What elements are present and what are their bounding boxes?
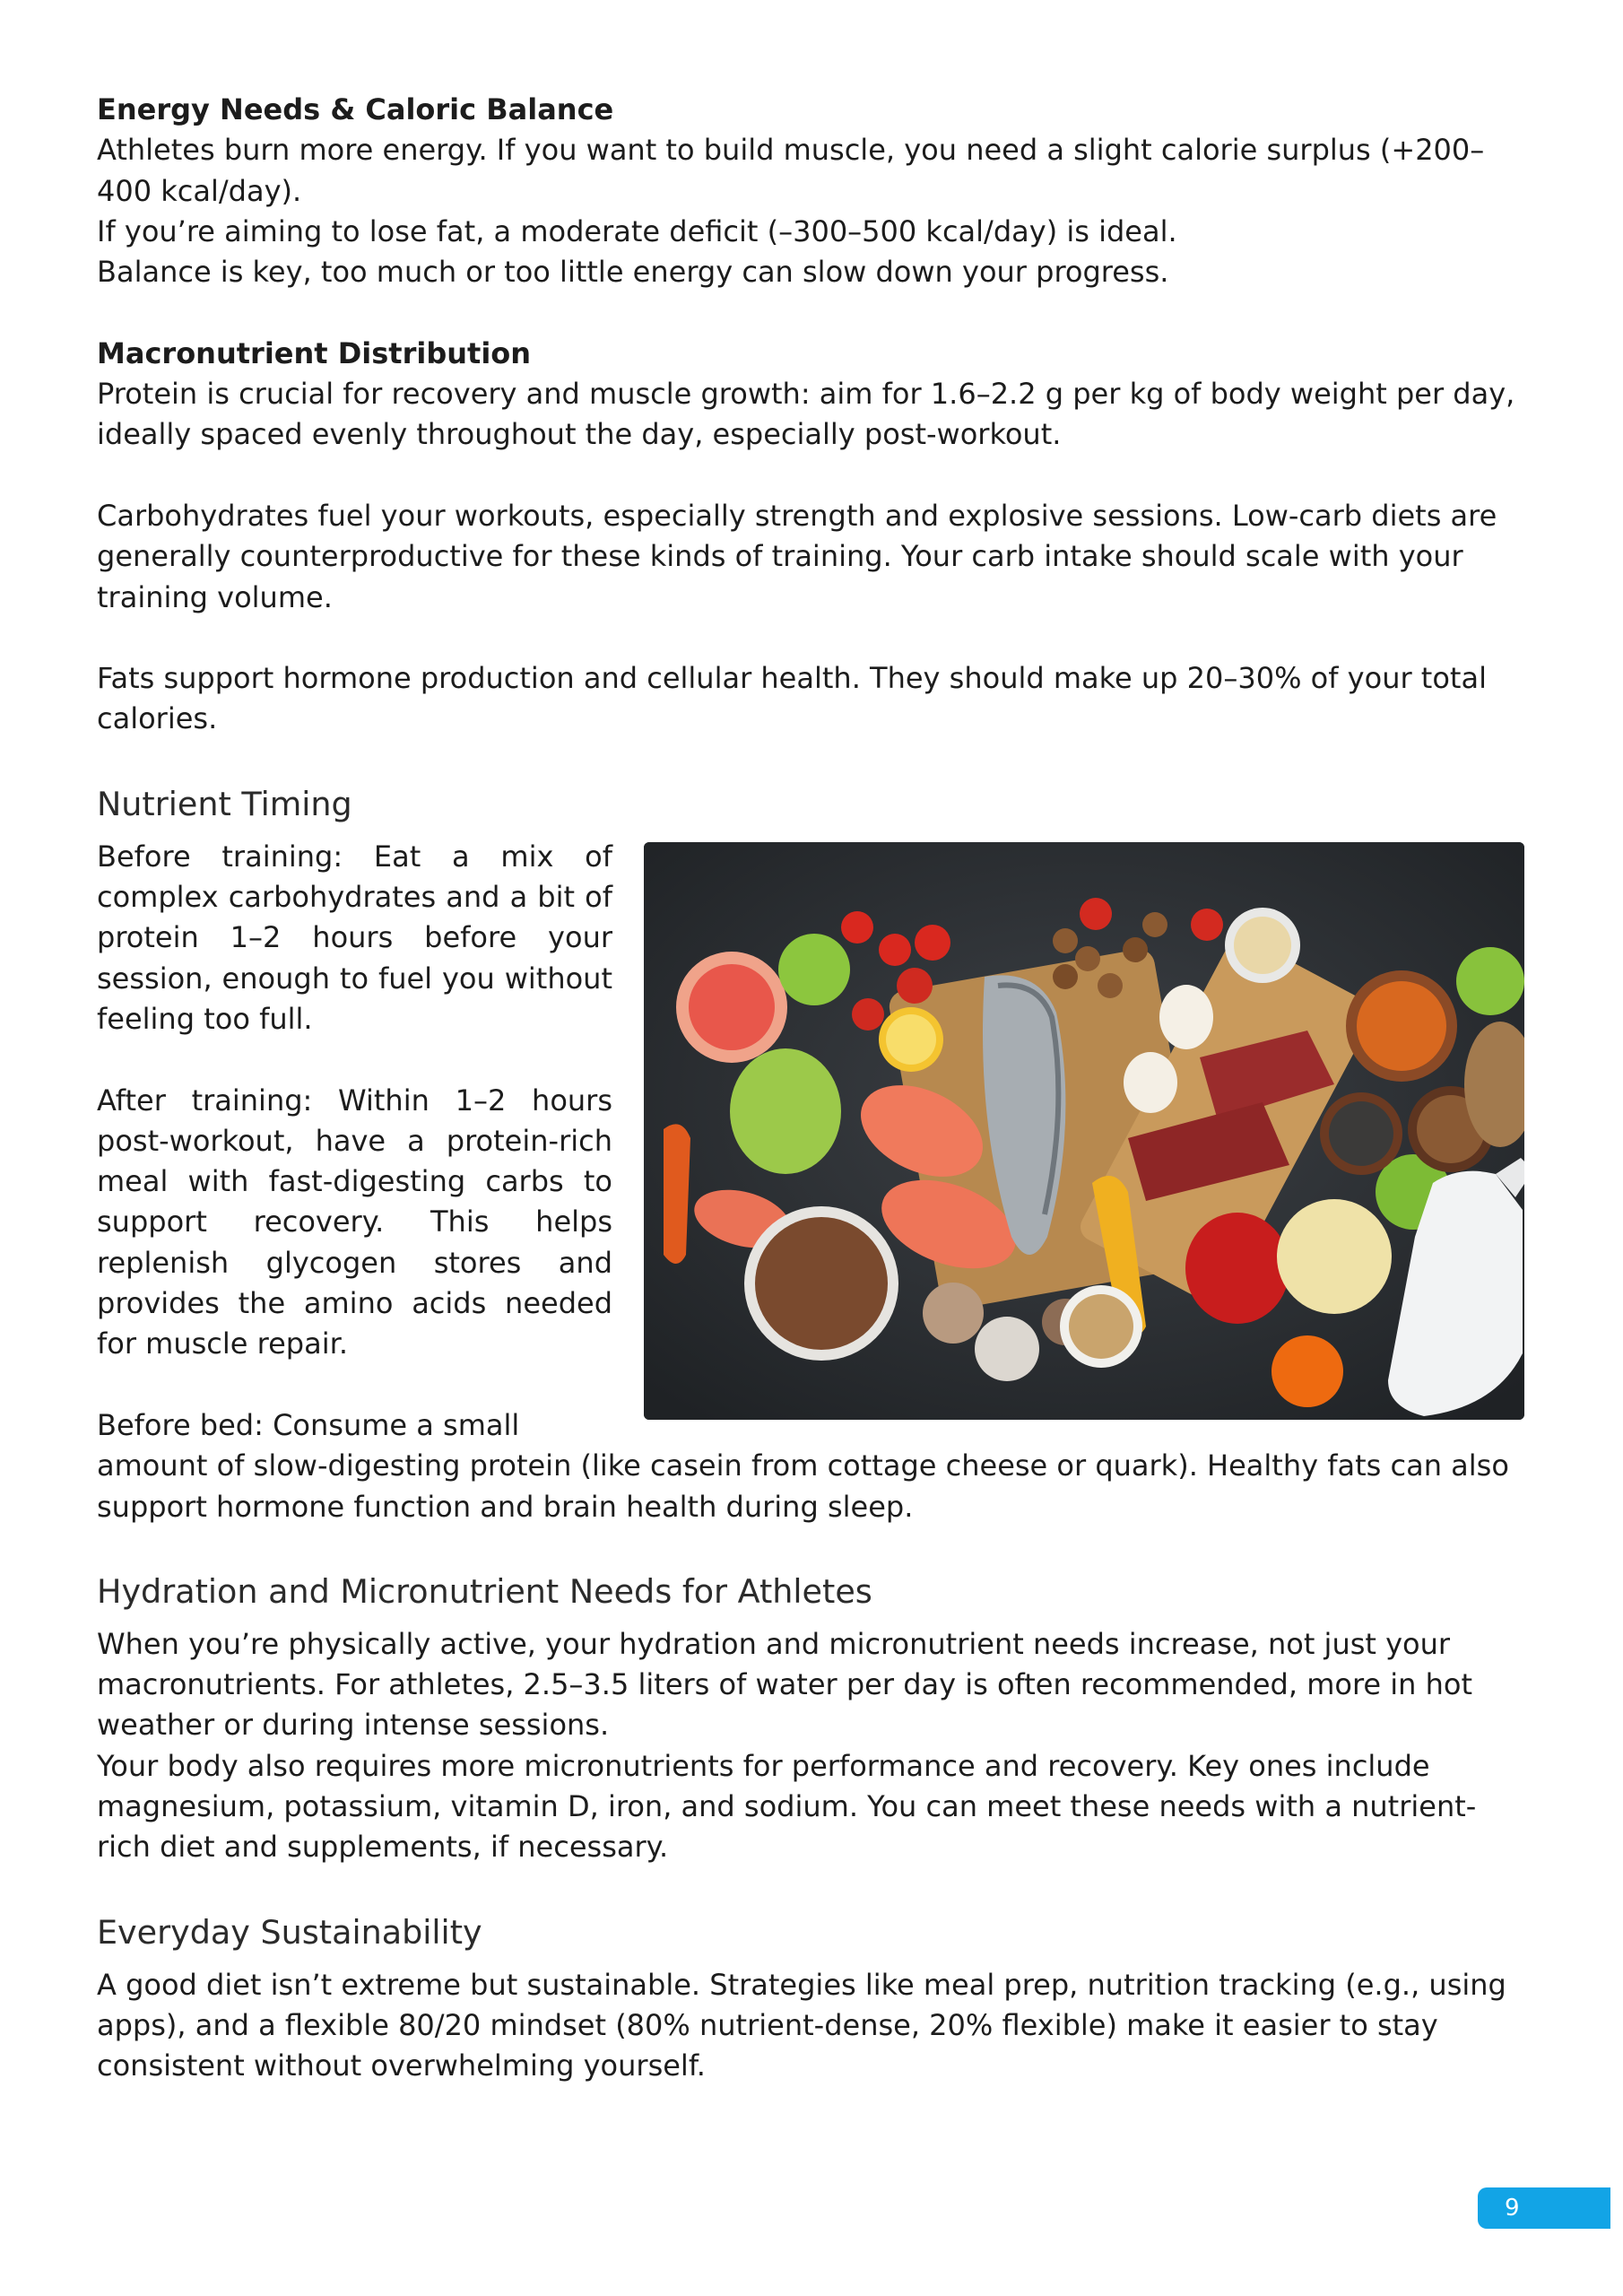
energy-paragraph-2: If you’re aiming to lose fat, a moderate deficit (–300–500 kcal/day) is ideal. xyxy=(97,213,1177,248)
hydration-paragraph-1: When you’re physically active, your hydration and micronutrient needs increase, not just your macronutrients. For athletes, 2.5–3.5 liters of water per day is often recommended, more in hot weather or during intense sessions. xyxy=(97,1626,1473,1743)
hydration-heading: Hydration and Micronutrient Needs for Athletes xyxy=(97,1571,872,1611)
timing-before-paragraph: Before training: Eat a mix of complex carbohydrates and a bit of protein 1–2 hours before your session, enough to fuel you without feeling too full. xyxy=(97,839,612,1036)
food-photo xyxy=(644,842,1524,1420)
timing-after-paragraph: After training: Within 1–2 hours post-workout, have a protein-rich meal with fast-digesting carbs to support recovery. This helps replenish glycogen stores and provides the amino acids needed for muscle repair. xyxy=(97,1083,612,1361)
macros-protein-paragraph: Protein is crucial for recovery and muscle growth: aim for 1.6–2.2 g per kg of body weight per day, ideally spaced evenly throughout the day, especially post-workout. xyxy=(97,377,1515,452)
macros-heading: Macronutrient Distribution xyxy=(97,335,532,370)
page-number-badge: 9 xyxy=(1478,2187,1610,2229)
timing-bed-paragraph: Before bed: Consume a small amount of slow-digesting protein (like casein from cottage cheese or quark). Healthy fats can also support hormone function and brain health during sleep. xyxy=(97,1407,1509,1524)
timing-heading: Nutrient Timing xyxy=(97,784,352,823)
page-content xyxy=(97,90,1515,2086)
hydration-paragraph-2: Your body also requires more micronutrients for performance and recovery. Key ones include magnesium, potassium, vitamin D, iron, and sodium. You can meet these needs with a nutrient-rich diet and supplements, if necessary. xyxy=(97,1748,1477,1865)
sustainability-paragraph: A good diet isn’t extreme but sustainable. Strategies like meal prep, nutrition tracking (e.g., using apps), and a flexible 80/20 mindset (80% nutrient-dense, 20% flexible) make it easier to stay consistent without overwhelming yourself. xyxy=(97,1967,1506,2083)
energy-paragraph-1: Athletes burn more energy. If you want to build muscle, you need a slight calorie surplus (+200–400 kcal/day). xyxy=(97,133,1485,208)
macros-carbs-paragraph: Carbohydrates fuel your workouts, especially strength and explosive sessions. Low-carb diets are generally counterproductive for these kinds of training. Your carb intake should scale with your training volume. xyxy=(97,498,1497,614)
sustainability-heading: Everyday Sustainability xyxy=(97,1912,482,1952)
energy-heading: Energy Needs & Caloric Balance xyxy=(97,92,614,126)
macros-fats-paragraph: Fats support hormone production and cellular health. They should make up 20–30% of your total calories. xyxy=(97,661,1487,736)
energy-paragraph-3: Balance is key, too much or too little energy can slow down your progress. xyxy=(97,255,1169,290)
